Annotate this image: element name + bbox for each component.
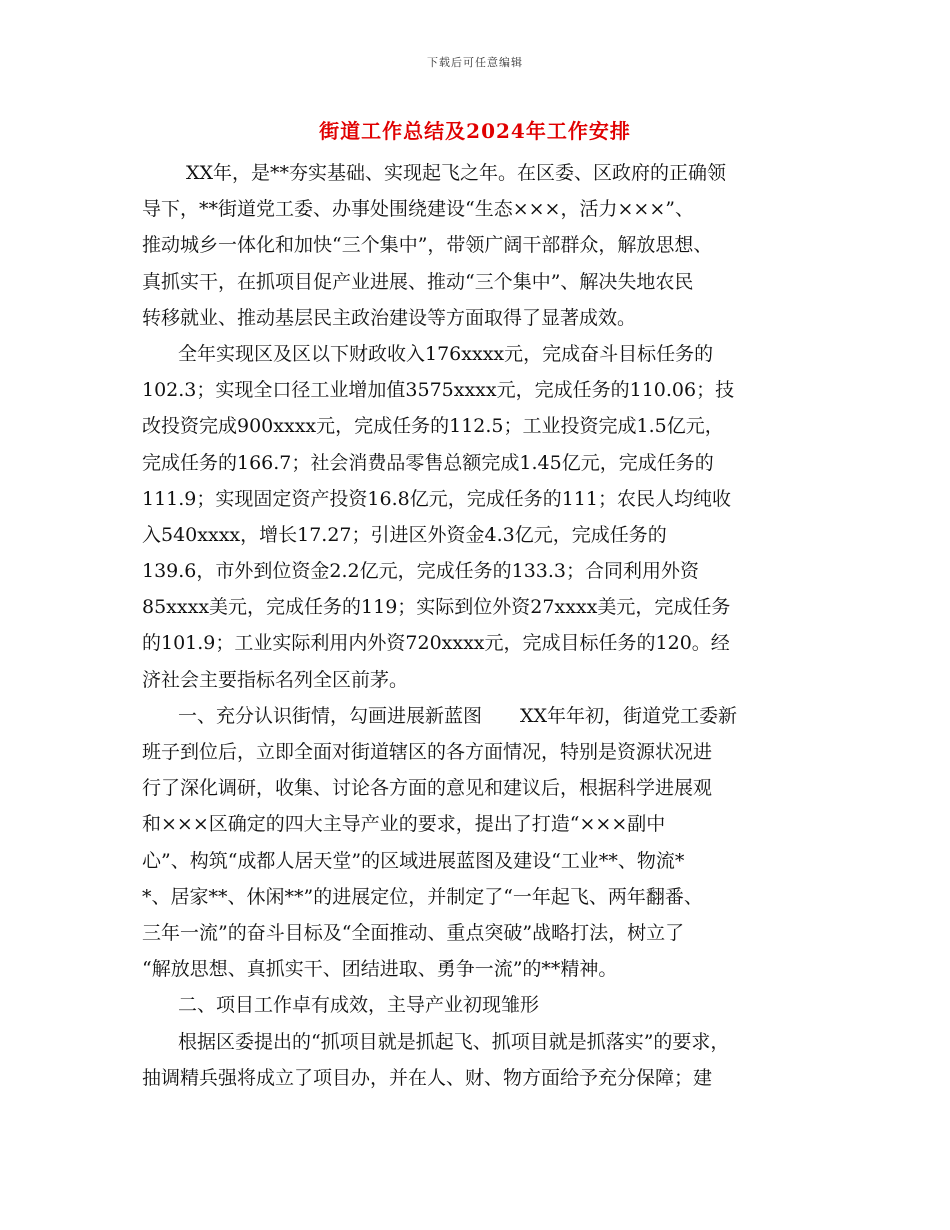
paragraph-line: 推动城乡一体化和加快“三个集中”，带领广阔干部群众，解放思想、: [142, 234, 713, 257]
page-header-note: 下载后可任意编辑: [427, 56, 523, 69]
paragraph-line: 111.9；实现固定资产投资16.8亿元，完成任务的111；农民人均纯收: [142, 487, 731, 510]
paragraph-line: 改投资完成900xxxx元，完成任务的112.5；工业投资完成1.5亿元，: [142, 415, 724, 438]
paragraph-line: 的101.9；工业实际利用内外资720xxxx元，完成目标任务的120。经: [142, 632, 730, 655]
paragraph-line: 入540xxxx，增长17.27；引进区外资金4.3亿元，完成任务的: [142, 523, 667, 546]
paragraph-line: XX年，是**夯实基础、实现起飞之年。在区委、区政府的正确领: [186, 162, 727, 184]
paragraph-line: 三年一流”的奋斗目标及“全面推动、重点突破”战略打法，树立了: [142, 921, 685, 944]
paragraph-line: 抽调精兵强将成立了项目办，并在人、财、物方面给予充分保障；建: [142, 1066, 713, 1089]
paragraph-line: “解放思想、真抓实干、团结进取、勇争一流”的**精神。: [142, 958, 618, 981]
paragraph-line: 心”、构筑“成都人居天堂”的区域进展蓝图及建设“工业**、物流*: [142, 849, 685, 872]
document-title: 街道工作总结及2024年工作安排: [319, 119, 631, 143]
document-body: [142, 155, 822, 1096]
paragraph-line: 全年实现区及区以下财政收入176xxxx元，完成奋斗目标任务的: [178, 342, 714, 365]
paragraph-line: 济社会主要指标名列全区前茅。: [142, 668, 409, 691]
paragraph-line: 真抓实干，在抓项目促产业进展、推动“三个集中”、解决失地农民: [142, 270, 694, 293]
paragraph-line: 转移就业、推动基层民主政治建设等方面取得了显著成效。: [142, 306, 637, 329]
section-heading-line: 一、充分认识街情，勾画进展新蓝图 XX年年初，街道党工委新: [178, 704, 738, 727]
paragraph-line: 根据区委提出的“抓项目就是抓起飞、抓项目就是抓落实”的要求，: [178, 1030, 730, 1053]
paragraph-line: 和×××区确定的四大主导产业的要求，提出了打造“×××副中: [142, 813, 666, 836]
paragraph-line: 139.6，市外到位资金2.2亿元，完成任务的133.3；合同利用外资: [142, 560, 700, 583]
paragraph-line: *、居家**、休闲**”的进展定位，并制定了“一年起飞、两年翻番、: [142, 885, 703, 908]
section-heading-line: 二、项目工作卓有成效，主导产业初现雏形: [178, 994, 540, 1017]
paragraph-line: 完成任务的166.7；社会消费品零售总额完成1.45亿元，完成任务的: [142, 451, 714, 474]
paragraph-line: 导下，**街道党工委、办事处围绕建设“生态×××，活力×××”、: [142, 198, 694, 221]
paragraph-line: 行了深化调研，收集、讨论各方面的意见和建议后，根据科学进展观: [142, 777, 713, 800]
paragraph-line: 85xxxx美元，完成任务的119；实际到位外资27xxxx美元，完成任务: [142, 596, 731, 619]
paragraph-line: 班子到位后，立即全面对街道辖区的各方面情况，特别是资源状况进: [142, 741, 713, 763]
paragraph-line: 102.3；实现全口径工业增加值3575xxxx元，完成任务的110.06；技: [142, 379, 735, 402]
